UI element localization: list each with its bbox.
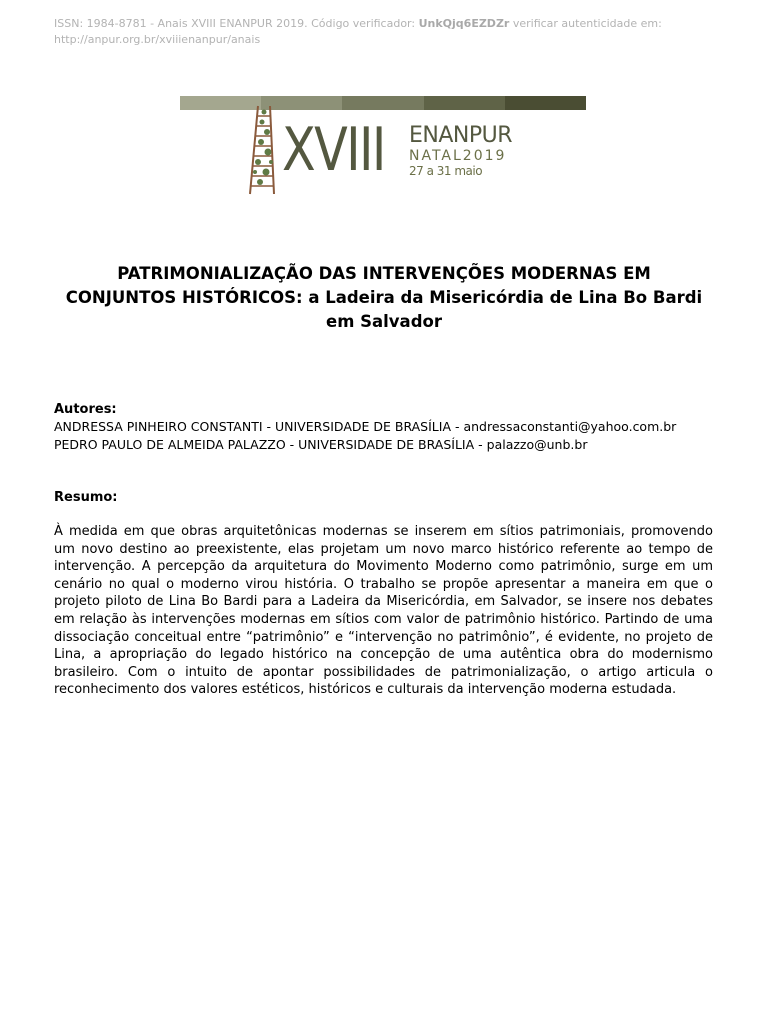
issn-text: ISSN: 1984-8781 - Anais XVIII ENANPUR 2019. Código verificador:: [54, 17, 419, 30]
verification-code: UnkQjq6EZDZr: [418, 17, 510, 30]
author-line: PEDRO PAULO DE ALMEIDA PALAZZO - UNIVERSIDADE DE BRASÍLIA - palazzo@unb.br: [54, 437, 588, 452]
logo-bar-segment: [424, 96, 505, 110]
logo-name: ENANPUR: [409, 123, 513, 148]
abstract-heading: Resumo:: [54, 490, 118, 505]
enanpur-logo: [180, 96, 586, 196]
logo-roman-numeral: XVIII: [282, 115, 385, 185]
authors-heading: Autores:: [54, 402, 117, 417]
logo-bar-segment: [342, 96, 423, 110]
logo-city-year: NATAL2019: [409, 148, 507, 164]
abstract-text: À medida em que obras arquitetônicas modernas se inserem em sítios patrimoniais, promovendo um novo destino ao preexistente, elas projetam um novo marco histórico referente ao tempo de intervenção. A percepção da arquitetura do Movimento Moderno como patrimônio, surge em um cenário no qual o moderno virou história. O trabalho se propõe apresentar a maneira em que o projeto piloto de Lina Bo Bardi para a Ladeira da Misericórdia, em Salvador, se insere nos debates em relação às intervenções modernas em sítios com valor de patrimônio histórico. Partindo de uma dissociação conceitual entre “patrimônio” e “intervenção no patrimônio”, é evidente, no projeto de Lina, a apropriação do legado histórico na concepção de uma autêntica obra do modernismo brasileiro. Com o intuito de apontar possibilidades de patrimonialização, o artigo articula o reconhecimento dos valores estéticos, históricos e culturais da intervenção moderna estudada.: [54, 524, 713, 698]
author-line: ANDRESSA PINHEIRO CONSTANTI - UNIVERSIDADE DE BRASÍLIA - andressaconstanti@yahoo.com.br: [54, 419, 677, 434]
verify-text: verificar autenticidade em:: [509, 17, 662, 30]
anais-url[interactable]: http://anpur.org.br/xviiienanpur/anais: [54, 33, 261, 46]
logo-dates: 27 a 31 maio: [409, 164, 483, 178]
paper-title: PATRIMONIALIZAÇÃO DAS INTERVENÇÕES MODERNAS EM CONJUNTOS HISTÓRICOS: a Ladeira da Misericórdia de Lina Bo Bardi em Salvador: [65, 264, 703, 331]
header-note: [54, 16, 694, 48]
logo-bar-segment: [505, 96, 586, 110]
ladder-vine-icon: [238, 102, 288, 196]
